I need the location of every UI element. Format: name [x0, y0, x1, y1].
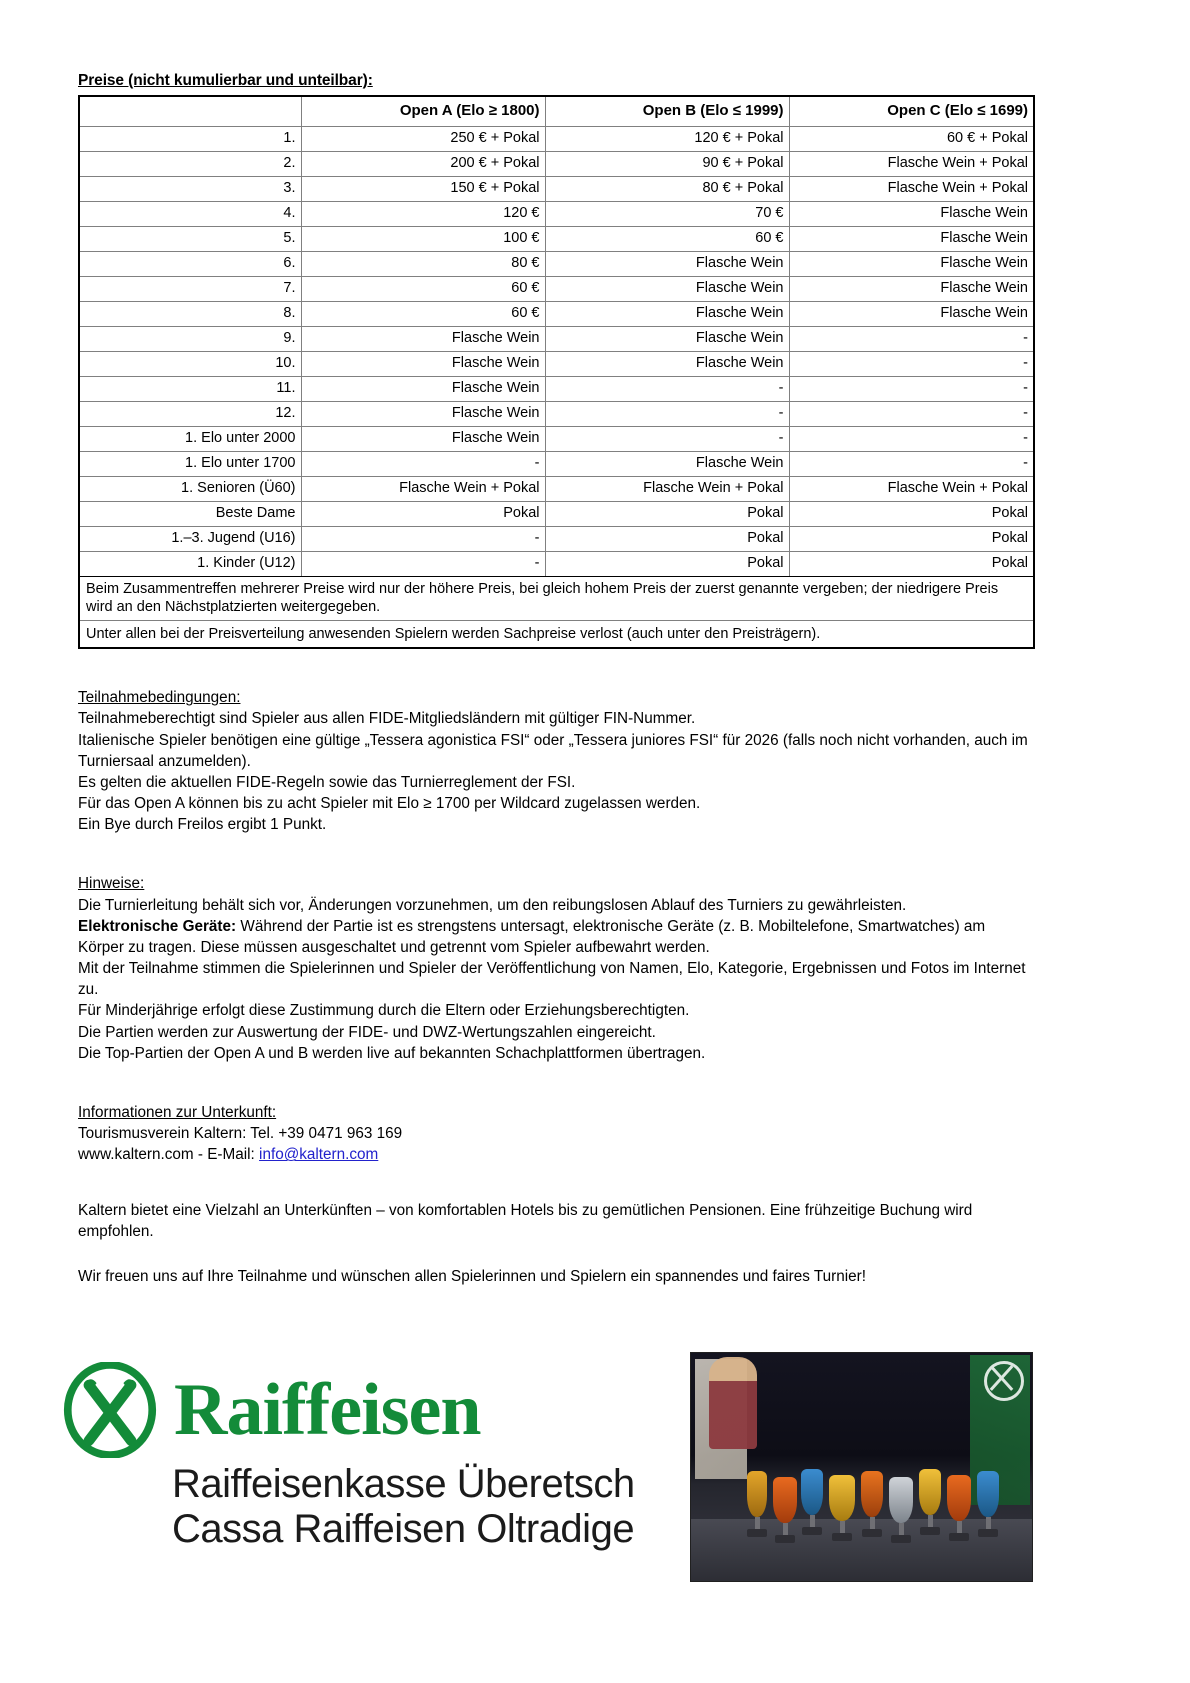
table-row [79, 152, 1034, 177]
row-label: 2. [79, 152, 301, 177]
cell-open-a: Flasche Wein [301, 352, 545, 377]
email-link[interactable]: info@kaltern.com [259, 1146, 379, 1164]
cell-open-a: Pokal [301, 502, 545, 527]
table-row [79, 552, 1034, 577]
cell-open-a: 120 € [301, 202, 545, 227]
column-header-open-c: Open C (Elo ≤ 1699) [789, 96, 1034, 127]
trophy-item [919, 1469, 941, 1535]
raiffeisen-wordmark: Raiffeisen [174, 1369, 481, 1451]
cell-open-c: Flasche Wein [789, 227, 1034, 252]
table-row [79, 202, 1034, 227]
cell-open-b: 60 € [545, 227, 789, 252]
cell-open-b: Flasche Wein [545, 277, 789, 302]
row-label: Beste Dame [79, 502, 301, 527]
row-label: 4. [79, 202, 301, 227]
hinweise-line-3: Für Minderjährige erfolgt diese Zustimmung durch die Eltern oder Erziehungsberechtigten. [78, 1002, 690, 1020]
document-page [78, 0, 1033, 1287]
table-row [79, 427, 1034, 452]
section-title-unterkunft: Informationen zur Unterkunft: [78, 1104, 277, 1121]
cell-open-c: - [789, 452, 1034, 477]
trophy-item [829, 1475, 855, 1541]
closing-accommodation-text: Kaltern bietet eine Vielzahl an Unterkünften – von komfortablen Hotels bis zu gemütlichen Pensionen. Eine frühzeitige Buchung wird empfohlen. [78, 1201, 973, 1240]
prize-table [78, 95, 1035, 649]
table-row [79, 252, 1034, 277]
table-row [79, 327, 1034, 352]
table-row [79, 527, 1034, 552]
cell-open-c: Flasche Wein + Pokal [789, 477, 1034, 502]
cell-open-a: 60 € [301, 302, 545, 327]
hinweise-line-2: Mit der Teilnahme stimmen die Spielerinnen und Spieler der Veröffentlichung von Namen, Elo, Kategorie, Ergebnissen und Fotos im Internet zu. [78, 960, 1026, 999]
trophy-item [977, 1471, 999, 1537]
row-label: 1. Senioren (Ü60) [79, 477, 301, 502]
cell-open-c: Pokal [789, 552, 1034, 577]
row-label: 9. [79, 327, 301, 352]
electronic-devices-label: Elektronische Geräte: [78, 917, 237, 935]
table-row [79, 277, 1034, 302]
table-row [79, 377, 1034, 402]
teilnahme-line-2: Italienische Spieler benötigen eine gültige „Tessera agonistica FSI“ oder „Tessera juniores FSI“ für 2026 (falls noch nicht vorhanden, auch im Turniersaal anzumelden). [78, 731, 1028, 770]
cell-open-b: Pokal [545, 552, 789, 577]
row-label: 1.–3. Jugend (U16) [79, 527, 301, 552]
trophy-item [773, 1477, 797, 1543]
row-label: 3. [79, 177, 301, 202]
table-row [79, 452, 1034, 477]
cell-open-a: 200 € + Pokal [301, 152, 545, 177]
table-note-row [79, 577, 1034, 621]
cell-open-b: 90 € + Pokal [545, 152, 789, 177]
cell-open-b: Flasche Wein + Pokal [545, 477, 789, 502]
section-hinweise [78, 873, 1033, 1064]
cell-open-c: Flasche Wein + Pokal [789, 152, 1034, 177]
column-header-blank [79, 96, 301, 127]
table-row [79, 177, 1034, 202]
closing-accommodation-block [78, 1200, 1033, 1242]
cell-open-a: 100 € [301, 227, 545, 252]
teilnahme-line-1: Teilnahmeberechtigt sind Spieler aus allen FIDE-Mitgliedsländern mit gültiger FIN-Nummer. [78, 710, 696, 728]
raiffeisen-subtitle-it: Cassa Raiffeisen Oltradige [172, 1506, 635, 1551]
cell-open-b: - [545, 402, 789, 427]
cell-open-c: Pokal [789, 527, 1034, 552]
photo-gable-cross-icon [984, 1361, 1024, 1401]
row-label: 1. Elo unter 1700 [79, 452, 301, 477]
cell-open-a: - [301, 452, 545, 477]
cell-open-b: - [545, 377, 789, 402]
cell-open-b: Pokal [545, 502, 789, 527]
cell-open-b: Flasche Wein [545, 452, 789, 477]
raiffeisen-logo [62, 1362, 682, 1552]
hinweise-line-1: Die Turnierleitung behält sich vor, Änderungen vorzunehmen, um den reibungslosen Ablauf des Turniers zu gewährleisten. [78, 896, 907, 914]
table-row [79, 477, 1034, 502]
cell-open-c: - [789, 327, 1034, 352]
cell-open-c: Pokal [789, 502, 1034, 527]
hinweise-line-5: Die Top-Partien der Open A und B werden live auf bekannten Schachplattformen übertragen. [78, 1044, 706, 1062]
cell-open-c: - [789, 402, 1034, 427]
cell-open-b: 70 € [545, 202, 789, 227]
hinweise-electronic-devices [78, 916, 1033, 958]
cell-open-c: - [789, 377, 1034, 402]
cell-open-a: Flasche Wein [301, 377, 545, 402]
table-note-row [79, 621, 1034, 649]
electronic-devices-text: Während der Partie ist es strengstens untersagt, elektronische Geräte (z. B. Mobiltelefone, Smartwatches) am Körper zu tragen. Diese müssen ausgeschaltet und getrennt vom Spieler aufbewahrt werden. [78, 917, 986, 956]
column-header-open-a: Open A (Elo ≥ 1800) [301, 96, 545, 127]
cell-open-b: 120 € + Pokal [545, 127, 789, 152]
cell-open-a: 80 € [301, 252, 545, 277]
unterkunft-website: www.kaltern.com - E-Mail: [78, 1146, 260, 1164]
table-row [79, 352, 1034, 377]
cell-open-a: Flasche Wein [301, 427, 545, 452]
row-label: 8. [79, 302, 301, 327]
trophy-item [889, 1477, 913, 1543]
row-label: 10. [79, 352, 301, 377]
cell-open-b: - [545, 427, 789, 452]
row-label: 1. Elo unter 2000 [79, 427, 301, 452]
cell-open-c: - [789, 427, 1034, 452]
trophy-item [747, 1471, 767, 1537]
closing-welcome-block [78, 1266, 1033, 1287]
cell-open-b: Pokal [545, 527, 789, 552]
raiffeisen-logo-top [62, 1362, 682, 1458]
cell-open-c: Flasche Wein [789, 252, 1034, 277]
table-row [79, 302, 1034, 327]
cell-open-b: Flasche Wein [545, 252, 789, 277]
column-header-open-b: Open B (Elo ≤ 1999) [545, 96, 789, 127]
section-unterkunft [78, 1102, 1033, 1166]
table-row [79, 402, 1034, 427]
cell-open-a: Flasche Wein [301, 402, 545, 427]
page-title: Preise (nicht kumulierbar und unteilbar): [78, 72, 373, 89]
teilnahme-line-4: Für das Open A können bis zu acht Spieler mit Elo ≥ 1700 per Wildcard zugelassen werden. [78, 795, 701, 813]
trophy-ceremony-photo [690, 1352, 1033, 1582]
trophy-item [947, 1475, 971, 1541]
unterkunft-phone: Tourismusverein Kaltern: Tel. +39 0471 963 169 [78, 1125, 403, 1143]
section-title-teilnahmebedingungen: Teilnahmebedingungen: [78, 689, 241, 707]
row-label: 5. [79, 227, 301, 252]
cell-open-a: - [301, 527, 545, 552]
cell-open-b: Flasche Wein [545, 327, 789, 352]
cell-open-a: 150 € + Pokal [301, 177, 545, 202]
table-row [79, 227, 1034, 252]
prize-note-raffle: Unter allen bei der Preisverteilung anwesenden Spielern werden Sachpreise verlost (auch unter den Preisträgern). [79, 621, 1034, 649]
row-label: 6. [79, 252, 301, 277]
cell-open-a: 60 € [301, 277, 545, 302]
section-title-hinweise: Hinweise: [78, 875, 145, 893]
row-label: 7. [79, 277, 301, 302]
cell-open-c: Flasche Wein + Pokal [789, 177, 1034, 202]
cell-open-c: Flasche Wein [789, 302, 1034, 327]
table-row [79, 502, 1034, 527]
unterkunft-web-email [78, 1144, 1033, 1165]
cell-open-a: 250 € + Pokal [301, 127, 545, 152]
photo-person [709, 1357, 757, 1449]
cell-open-c: Flasche Wein [789, 202, 1034, 227]
hinweise-line-4: Die Partien werden zur Auswertung der FIDE- und DWZ-Wertungszahlen eingereicht. [78, 1023, 656, 1041]
raiffeisen-gable-cross-icon [62, 1362, 158, 1458]
table-row [79, 127, 1034, 152]
cell-open-c: 60 € + Pokal [789, 127, 1034, 152]
cell-open-b: Flasche Wein [545, 302, 789, 327]
trophy-item [801, 1469, 823, 1535]
row-label: 11. [79, 377, 301, 402]
cell-open-b: 80 € + Pokal [545, 177, 789, 202]
closing-welcome-text: Wir freuen uns auf Ihre Teilnahme und wünschen allen Spielerinnen und Spielern ein spannendes und faires Turnier! [78, 1267, 867, 1285]
footer [0, 1352, 1190, 1642]
cell-open-c: Flasche Wein [789, 277, 1034, 302]
cell-open-b: Flasche Wein [545, 352, 789, 377]
cell-open-c: - [789, 352, 1034, 377]
teilnahme-line-3: Es gelten die aktuellen FIDE-Regeln sowie das Turnierreglement der FSI. [78, 773, 576, 791]
table-header-row [79, 96, 1034, 127]
cell-open-a: - [301, 552, 545, 577]
prize-note-tiebreak: Beim Zusammentreffen mehrerer Preise wird nur der höhere Preis, bei gleich hohem Preis der zuerst genannte vergeben; der niedrigere Preis wird an den Nächstplatzierten weitergegeben. [79, 577, 1034, 621]
trophy-item [861, 1471, 883, 1537]
section-teilnahmebedingungen [78, 687, 1033, 835]
raiffeisen-subtitle-de: Raiffeisenkasse Überetsch [172, 1462, 635, 1506]
teilnahme-line-5: Ein Bye durch Freilos ergibt 1 Punkt. [78, 816, 327, 834]
cell-open-a: Flasche Wein [301, 327, 545, 352]
row-label: 1. Kinder (U12) [79, 552, 301, 577]
row-label: 1. [79, 127, 301, 152]
cell-open-a: Flasche Wein + Pokal [301, 477, 545, 502]
row-label: 12. [79, 402, 301, 427]
